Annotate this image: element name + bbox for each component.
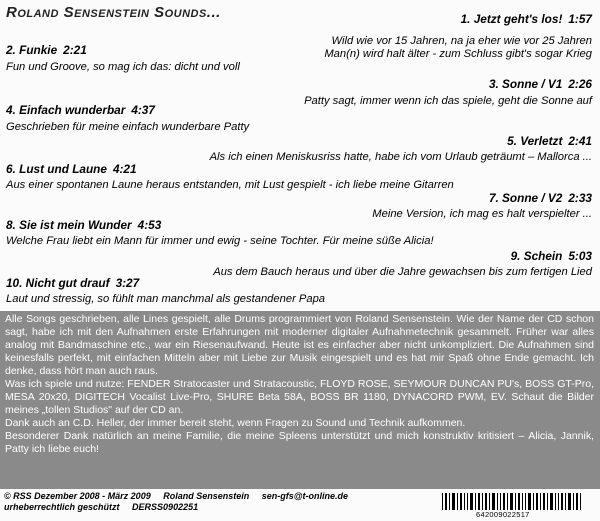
- track-time: 2:21: [63, 43, 87, 57]
- track-8: [6, 219, 434, 248]
- track-9: [213, 250, 592, 279]
- track-description: Aus dem Bauch heraus und über die Jahre gewachsen bis zum fertigen Lied: [213, 266, 592, 278]
- track-description: Wild wie vor 15 Jahren, na ja eher wie vor 25 Jahren: [331, 35, 592, 47]
- track-4: [6, 104, 249, 134]
- track-description: Meine Version, ich mag es halt verspielter ...: [372, 208, 592, 220]
- track-title: 5. Verletzt: [507, 134, 563, 148]
- email: sen-gfs@t-online.de: [261, 491, 349, 501]
- author: Roland Sensenstein: [163, 491, 250, 501]
- track-time: 2:41: [568, 134, 592, 148]
- track-1: [324, 13, 592, 61]
- track-title: 8. Sie ist mein Wunder: [6, 218, 132, 232]
- track-2: [6, 44, 240, 74]
- track-title: 1. Jetzt geht's los!: [460, 12, 563, 26]
- track-description: Fun und Groove, so mag ich das: dicht und voll: [6, 61, 240, 73]
- info-box: [0, 311, 600, 489]
- track-description: Geschrieben für meine einfach wunderbare Patty: [6, 121, 250, 133]
- info-paragraph: Was ich spiele und nutze: FENDER Stratocaster und Stratacoustic, FLOYD ROSE, SEYMOUR DUNCAN PU's, BOSS GT-Pro, MESA 20x20, DIGITECH Vocalist Live-Pro, SHURE Beta 58A, BOSS BR 1180, DYNACORD PWM, EV. Schaut die Bilder meines „tollen Studios" auf der CD an.: [5, 378, 594, 416]
- info-paragraph: Dank auch an C.D. Heller, der immer bereit steht, wenn Fragen zu Sound und Technik aufkommen.: [5, 417, 466, 429]
- track-title: 4. Einfach wunderbar: [6, 103, 126, 117]
- album-title: Roland Sensenstein Sounds...: [6, 4, 221, 21]
- track-time: 4:37: [131, 103, 155, 117]
- track-title: 6. Lust und Laune: [6, 162, 107, 176]
- track-5: [210, 135, 592, 164]
- info-text: [5, 313, 594, 456]
- track-time: 2:26: [568, 77, 592, 91]
- track-time: 5:03: [568, 249, 592, 263]
- track-7: [372, 192, 592, 221]
- track-title: 2. Funkie: [6, 43, 58, 57]
- footer: [4, 491, 358, 513]
- barcode: [442, 493, 582, 510]
- track-title: 7. Sonne / V2: [488, 191, 563, 205]
- catalog-code: DERSS0902251: [132, 502, 199, 512]
- info-paragraph: Alle Songs geschrieben, alle Lines gespielt, alle Drums programmiert von Roland Sensenstein. Wie der Name der CD schon sagt, habe ich mit den Aufnahmen erste Erfahrungen mit moderner digitaler Aufnahmetechnik gesammelt. Früher war alles analog mit Bandmaschine etc., war ein Riesenaufwand. Heute ist es einfacher aber nicht unkompliziert. Die Aufnahmen sind keinesfalls perfekt, mit einfachen Mitteln aber mit Liebe zur Musik eingespielt und es hat mir Spaß ohne Ende gemacht. Ich denke, dass hört man auch raus.: [5, 313, 594, 377]
- track-time: 3:27: [115, 276, 140, 290]
- track-time: 2:33: [568, 191, 592, 205]
- track-time: 4:53: [137, 218, 162, 232]
- barcode-number: 642009022517: [476, 510, 530, 519]
- track-description: Patty sagt, immer wenn ich das spiele, geht die Sonne auf: [304, 95, 592, 107]
- track-time: 4:21: [112, 162, 137, 176]
- copyright: © RSS Dezember 2008 - März 2009: [4, 491, 151, 501]
- rights-notice: urheberrechtlich geschützt: [4, 502, 120, 512]
- track-title: 10. Nicht gut drauf: [6, 276, 110, 290]
- track-description: Laut und stressig, so fühlt man manchmal als gestandener Papa: [6, 293, 326, 305]
- track-description: Als ich einen Meniskusriss hatte, habe ich vom Urlaub geträumt – Mallorca ...: [209, 151, 592, 163]
- track-6: [6, 163, 454, 192]
- track-description: Man(n) wird halt älter - zum Schluss gibt's sogar Krieg: [324, 48, 592, 60]
- track-time: 1:57: [568, 12, 592, 26]
- track-title: 3. Sonne / V1: [488, 77, 563, 91]
- track-3: [304, 78, 592, 108]
- info-paragraph: Besonderer Dank natürlich an meine Familie, die meine Spleens unterstützt und mich konstruktiv kritisiert – Alicia, Jannik, Patty ich liebe euch!: [5, 430, 594, 455]
- track-description: Welche Frau liebt ein Mann für immer und ewig - seine Tochter. Für meine süße Alicia!: [6, 235, 434, 247]
- track-10: [6, 277, 325, 306]
- track-description: Aus einer spontanen Laune heraus entstanden, mit Lust gespielt - ich liebe meine Gitarren: [6, 179, 454, 191]
- track-title: 9. Schein: [510, 249, 563, 263]
